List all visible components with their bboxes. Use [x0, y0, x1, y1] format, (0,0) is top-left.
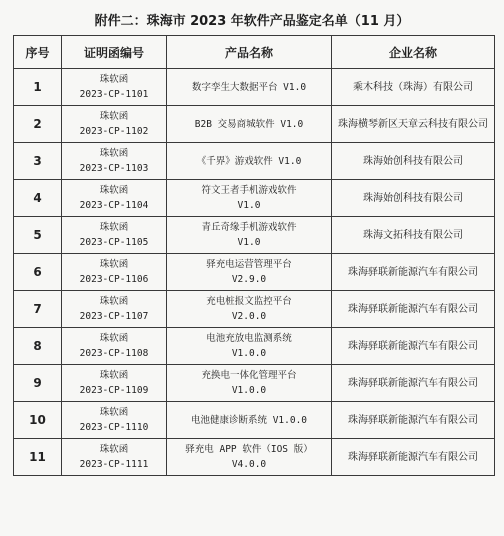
certificate-number: 珠软函 2023-CP-1103 [62, 143, 167, 180]
certificate-number: 珠软函 2023-CP-1106 [62, 254, 167, 291]
company-name: 珠海驿联新能源汽车有限公司 [332, 291, 495, 328]
product-name: B2B 交易商城软件 V1.0 [167, 106, 332, 143]
row-index: 6 [14, 254, 62, 291]
header-index: 序号 [14, 36, 62, 69]
company-name: 珠海横琴新区天章云科技有限公司 [332, 106, 495, 143]
row-index: 7 [14, 291, 62, 328]
product-name: 电池健康诊断系统 V1.0.0 [167, 402, 332, 439]
company-name: 珠海始创科技有限公司 [332, 143, 495, 180]
row-index: 5 [14, 217, 62, 254]
company-name: 珠海始创科技有限公司 [332, 180, 495, 217]
table-row [14, 365, 495, 402]
row-index: 10 [14, 402, 62, 439]
table-row [14, 217, 495, 254]
certificate-number: 珠软函 2023-CP-1101 [62, 69, 167, 106]
row-index: 8 [14, 328, 62, 365]
product-name: 《千界》游戏软件 V1.0 [167, 143, 332, 180]
row-index: 11 [14, 439, 62, 476]
certificate-number: 珠软函 2023-CP-1107 [62, 291, 167, 328]
company-name: 珠海驿联新能源汽车有限公司 [332, 254, 495, 291]
table-row [14, 254, 495, 291]
header-certificate-number: 证明函编号 [62, 36, 167, 69]
company-name: 珠海驿联新能源汽车有限公司 [332, 365, 495, 402]
certificate-number: 珠软函 2023-CP-1110 [62, 402, 167, 439]
certificate-number: 珠软函 2023-CP-1104 [62, 180, 167, 217]
document-title: 附件二：珠海市 2023 年软件产品鉴定名单（11 月） [94, 14, 410, 29]
product-name: 数字孪生大数据平台 V1.0 [167, 69, 332, 106]
row-index: 4 [14, 180, 62, 217]
company-name: 珠海驿联新能源汽车有限公司 [332, 328, 495, 365]
product-name: 充电桩报文监控平台 V2.0.0 [167, 291, 332, 328]
table-row [14, 328, 495, 365]
company-name: 珠海驿联新能源汽车有限公司 [332, 439, 495, 476]
product-name: 符文王者手机游戏软件 V1.0 [167, 180, 332, 217]
row-index: 1 [14, 69, 62, 106]
row-index: 3 [14, 143, 62, 180]
product-name: 驿充电运营管理平台 V2.9.0 [167, 254, 332, 291]
table-row [14, 143, 495, 180]
certificate-number: 珠软函 2023-CP-1102 [62, 106, 167, 143]
company-name: 珠海文拓科技有限公司 [332, 217, 495, 254]
certificate-number: 珠软函 2023-CP-1108 [62, 328, 167, 365]
product-name: 驿充电 APP 软件（IOS 版） V4.0.0 [167, 439, 332, 476]
header-company-name: 企业名称 [332, 36, 495, 69]
certificate-number: 珠软函 2023-CP-1109 [62, 365, 167, 402]
product-table [13, 35, 495, 476]
certificate-number: 珠软函 2023-CP-1105 [62, 217, 167, 254]
table-row [14, 69, 495, 106]
row-index: 2 [14, 106, 62, 143]
product-name: 充换电一体化管理平台 V1.0.0 [167, 365, 332, 402]
row-index: 9 [14, 365, 62, 402]
table-row [14, 402, 495, 439]
table-header-row [14, 36, 495, 69]
certificate-number: 珠软函 2023-CP-1111 [62, 439, 167, 476]
company-name: 珠海驿联新能源汽车有限公司 [332, 402, 495, 439]
header-product-name: 产品名称 [167, 36, 332, 69]
product-name: 青丘奇缘手机游戏软件 V1.0 [167, 217, 332, 254]
table-row [14, 439, 495, 476]
table-row [14, 106, 495, 143]
company-name: 乘木科技（珠海）有限公司 [332, 69, 495, 106]
product-name: 电池充放电监测系统 V1.0.0 [167, 328, 332, 365]
table-row [14, 291, 495, 328]
table-row [14, 180, 495, 217]
